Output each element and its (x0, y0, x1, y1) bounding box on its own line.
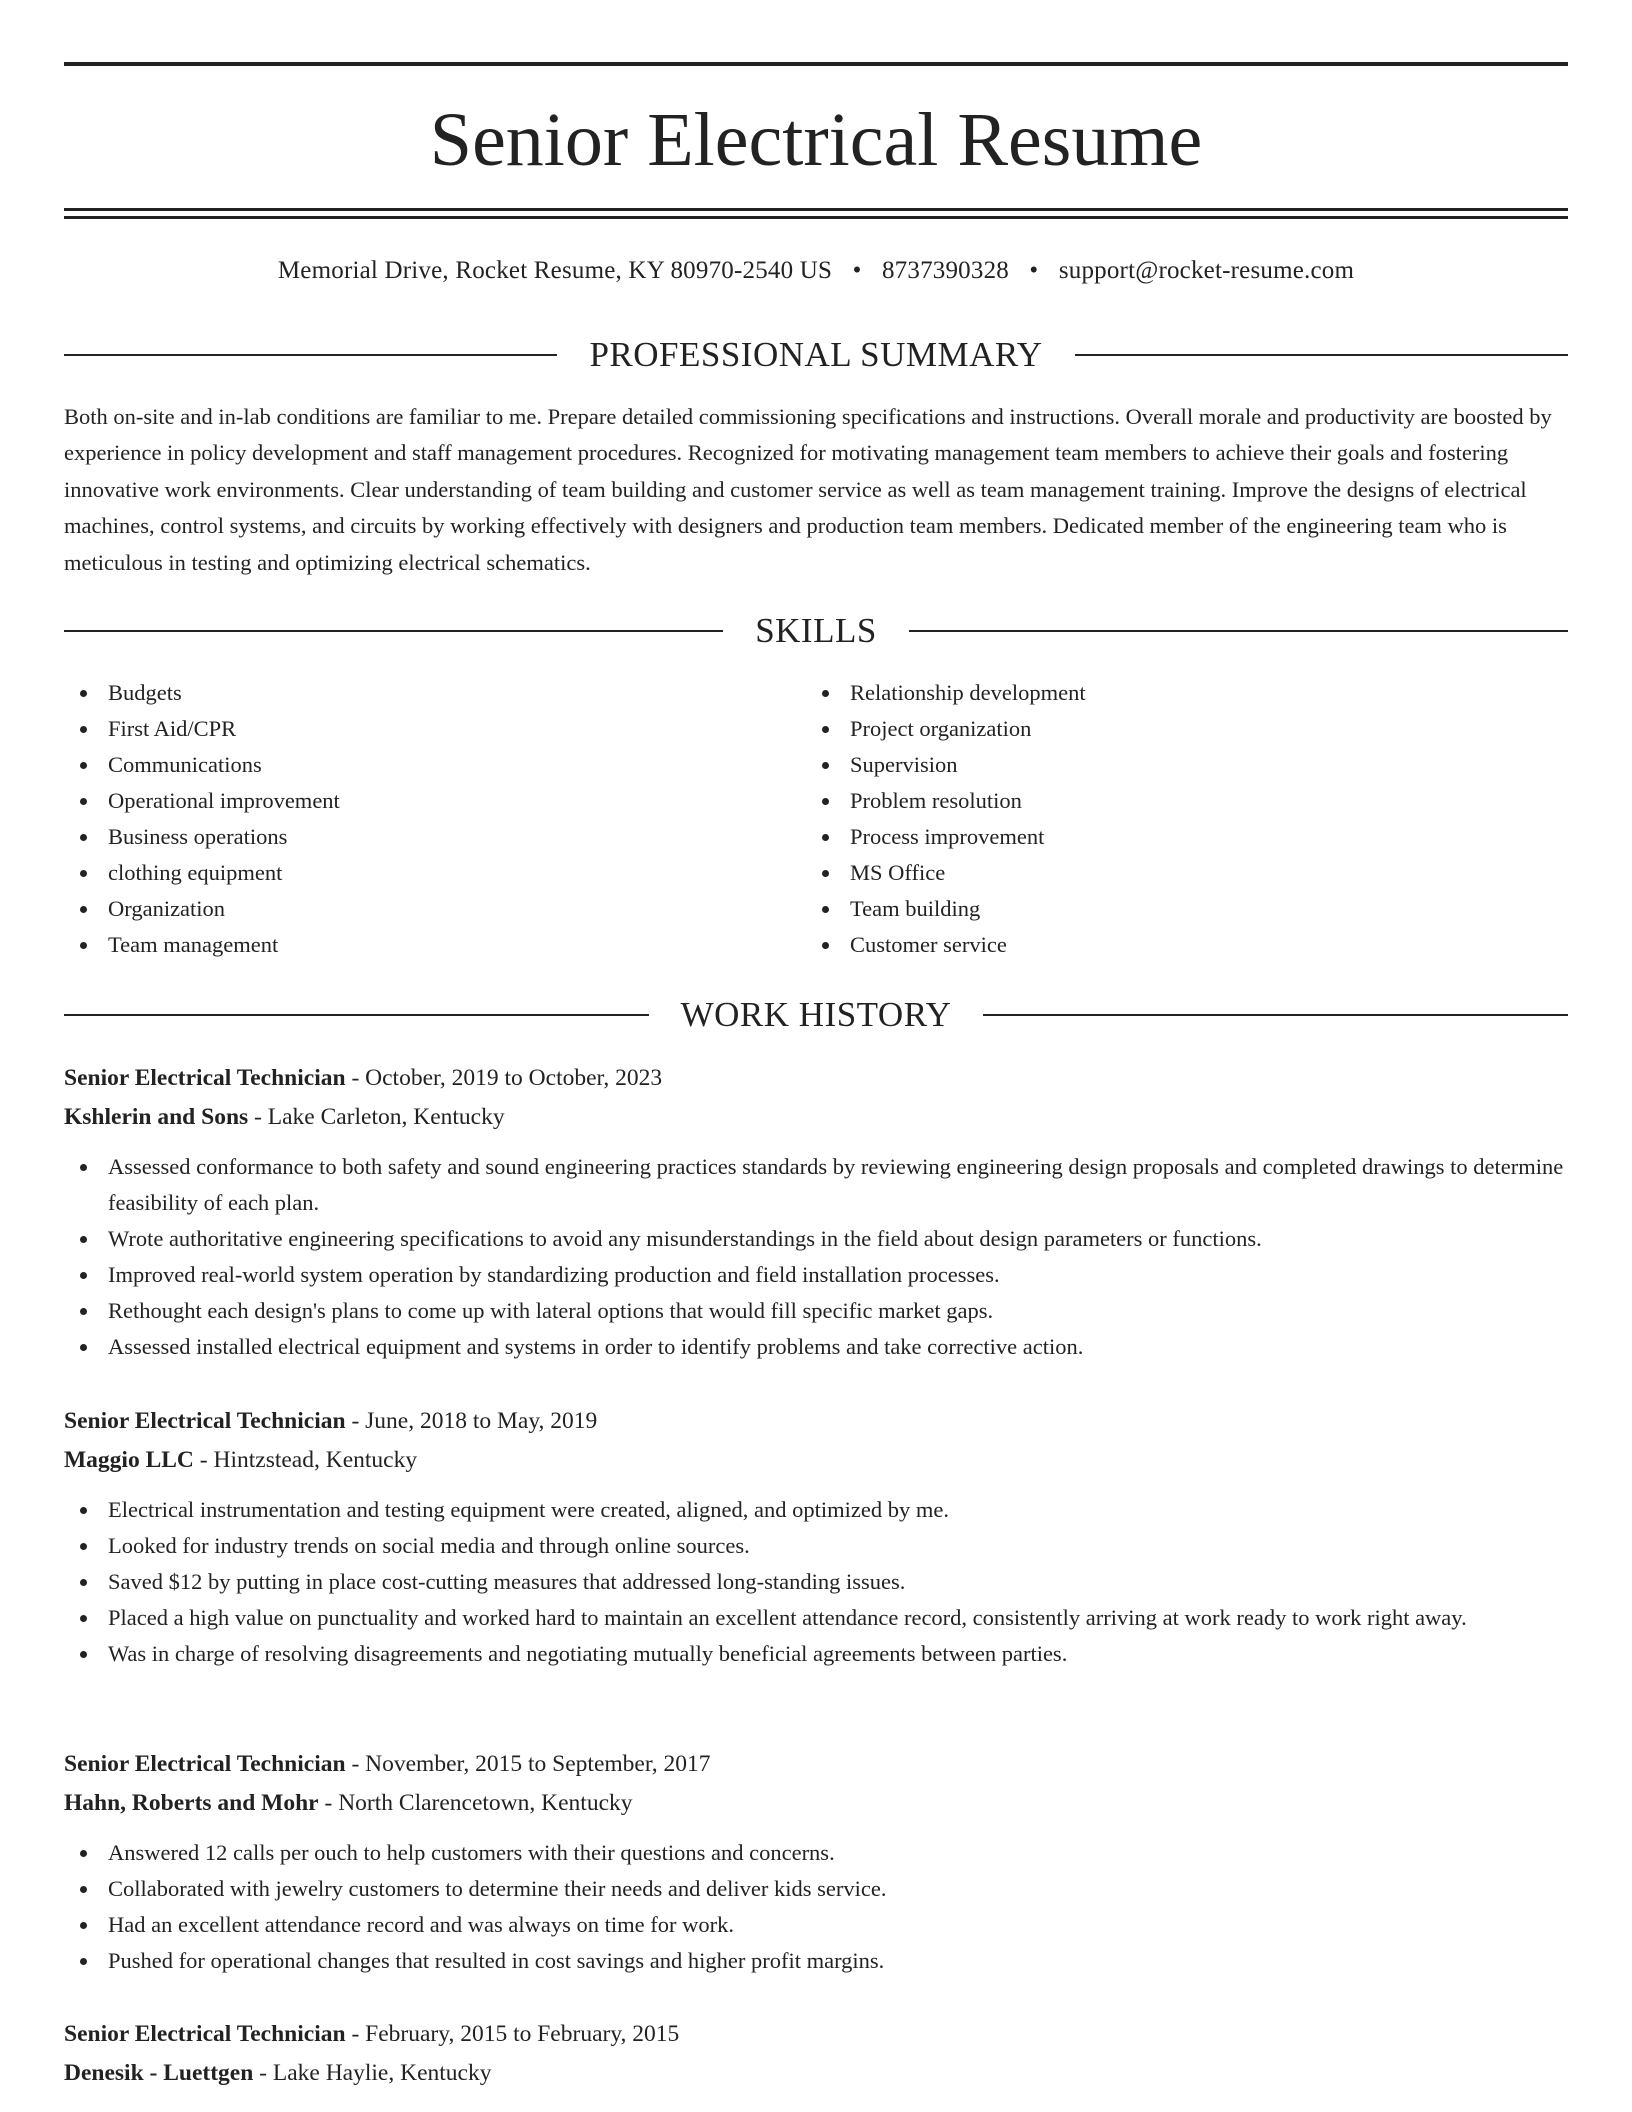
job-entry (64, 1060, 1568, 1365)
job-bullet: Looked for industry trends on social media and through online sources. (64, 1528, 1568, 1564)
job-bullet: Assessed conformance to both safety and sound engineering practices standards by reviewing engineering design proposals and completed drawings to determine feasibility of each plan. (64, 1149, 1568, 1221)
skill-item: MS Office (806, 855, 1548, 891)
skill-item: First Aid/CPR (64, 711, 806, 747)
job-company: Denesik - Luettgen (64, 2060, 254, 2086)
contact-phone: 8737390328 (881, 257, 1009, 284)
skill-item: Problem resolution (806, 783, 1548, 819)
work-history-heading (64, 993, 1568, 1037)
job-location: - Hintzstead, Kentucky (193, 1447, 418, 1473)
contact-address: Memorial Drive, Rocket Resume, KY 80970-2540 US (277, 257, 833, 284)
contact-separator: • (1029, 257, 1039, 284)
skill-item: clothing equipment (64, 855, 806, 891)
job-bullet: Collaborated with jewelry customers to determine their needs and deliver kids service. (64, 1871, 1568, 1907)
job-company: Kshlerin and Sons (64, 1104, 249, 1130)
job-bullet: Saved $12 by putting in place cost-cutting measures that addressed long-standing issues. (64, 1564, 1568, 1600)
skills-heading-label: SKILLS (755, 611, 877, 650)
job-company: Hahn, Roberts and Mohr (64, 1790, 319, 1816)
contact-separator: • (852, 257, 862, 284)
title-double-rule (64, 208, 1568, 219)
skill-item: Budgets (64, 675, 806, 711)
heading-rule-right (909, 630, 1568, 632)
heading-rule-left (64, 630, 723, 632)
job-company-line (64, 1099, 1568, 1135)
job-bullet: Was in charge of resolving disagreements and negotiating mutually beneficial agreements between parties. (64, 1636, 1568, 1672)
skill-item: Team building (806, 891, 1548, 927)
job-title-line (64, 2016, 1568, 2052)
heading-rule-left (64, 1014, 649, 1016)
job-dates: - February, 2015 to February, 2015 (345, 2021, 680, 2047)
job-company: Maggio LLC (64, 1447, 194, 1473)
skill-item: Project organization (806, 711, 1548, 747)
job-bullet: Electrical instrumentation and testing equipment were created, aligned, and optimized by me. (64, 1492, 1568, 1528)
heading-rule-right (983, 1014, 1568, 1016)
job-dates: - October, 2019 to October, 2023 (345, 1065, 663, 1091)
skill-item: Organization (64, 891, 806, 927)
job-bullets (64, 1835, 1568, 1979)
job-location: - North Clarencetown, Kentucky (318, 1790, 633, 1816)
job-bullet: Had an excellent attendance record and was always on time for work. (64, 1907, 1568, 1943)
job-title: Senior Electrical Technician (64, 1065, 346, 1091)
job-entry (64, 2016, 1568, 2091)
job-bullet: Rethought each design's plans to come up with lateral options that would fill specific market gaps. (64, 1293, 1568, 1329)
skill-item: Team management (64, 927, 806, 963)
resume-title: Senior Electrical Resume (429, 98, 1203, 182)
skill-item: Supervision (806, 747, 1548, 783)
job-dates: - June, 2018 to May, 2019 (345, 1408, 598, 1434)
skill-item: Operational improvement (64, 783, 806, 819)
job-company-line (64, 1785, 1568, 1821)
job-title-line (64, 1746, 1568, 1782)
job-title-line (64, 1060, 1568, 1096)
contact-line (64, 254, 1568, 288)
job-dates: - November, 2015 to September, 2017 (345, 1751, 711, 1777)
skills-list-left (64, 675, 806, 963)
skill-item: Communications (64, 747, 806, 783)
job-bullet: Assessed installed electrical equipment and systems in order to identify problems and take corrective action. (64, 1329, 1568, 1365)
job-bullets (64, 1149, 1568, 1365)
job-bullet: Wrote authoritative engineering specifications to avoid any misunderstandings in the field about design parameters or functions. (64, 1221, 1568, 1257)
contact-email: support@rocket-resume.com (1058, 257, 1355, 284)
skill-item: Customer service (806, 927, 1548, 963)
skills-grid (64, 675, 1568, 963)
job-title: Senior Electrical Technician (64, 2021, 346, 2047)
job-company-line (64, 2055, 1568, 2091)
skills-heading (64, 609, 1568, 653)
heading-rule-right (1075, 354, 1568, 356)
top-rule (64, 62, 1568, 66)
job-location: - Lake Carleton, Kentucky (248, 1104, 505, 1130)
summary-heading (64, 333, 1568, 377)
job-title: Senior Electrical Technician (64, 1408, 346, 1434)
work-history-heading-label: WORK HISTORY (680, 995, 952, 1034)
heading-rule-left (64, 354, 557, 356)
skills-list-right (806, 675, 1548, 963)
job-entry (64, 1746, 1568, 1979)
job-company-line (64, 1442, 1568, 1478)
job-bullet: Placed a high value on punctuality and worked hard to maintain an excellent attendance record, consistently arriving at work ready to work right away. (64, 1600, 1568, 1636)
job-bullet: Answered 12 calls per ouch to help customers with their questions and concerns. (64, 1835, 1568, 1871)
job-entry (64, 1403, 1568, 1672)
summary-heading-label: PROFESSIONAL SUMMARY (589, 335, 1043, 374)
skill-item: Relationship development (806, 675, 1548, 711)
job-title: Senior Electrical Technician (64, 1751, 346, 1777)
skill-item: Process improvement (806, 819, 1548, 855)
job-bullet: Improved real-world system operation by standardizing production and field installation processes. (64, 1257, 1568, 1293)
job-bullets (64, 1492, 1568, 1672)
job-location: - Lake Haylie, Kentucky (253, 2060, 492, 2086)
skill-item: Business operations (64, 819, 806, 855)
job-bullet: Pushed for operational changes that resulted in cost savings and higher profit margins. (64, 1943, 1568, 1979)
summary-text: Both on-site and in-lab conditions are familiar to me. Prepare detailed commissioning specifications and instructions. Overall morale and productivity are boosted by experience in policy development and staff management procedures. Recognized for motivating management team members to achieve their goals and fostering innovative work environments. Clear understanding of team building and customer service as well as team management training. Improve the designs of electrical machines, control systems, and circuits by working effectively with designers and production team members. Dedicated member of the engineering team who is meticulous in testing and optimizing electrical schematics. (64, 404, 1552, 575)
job-title-line (64, 1403, 1568, 1439)
